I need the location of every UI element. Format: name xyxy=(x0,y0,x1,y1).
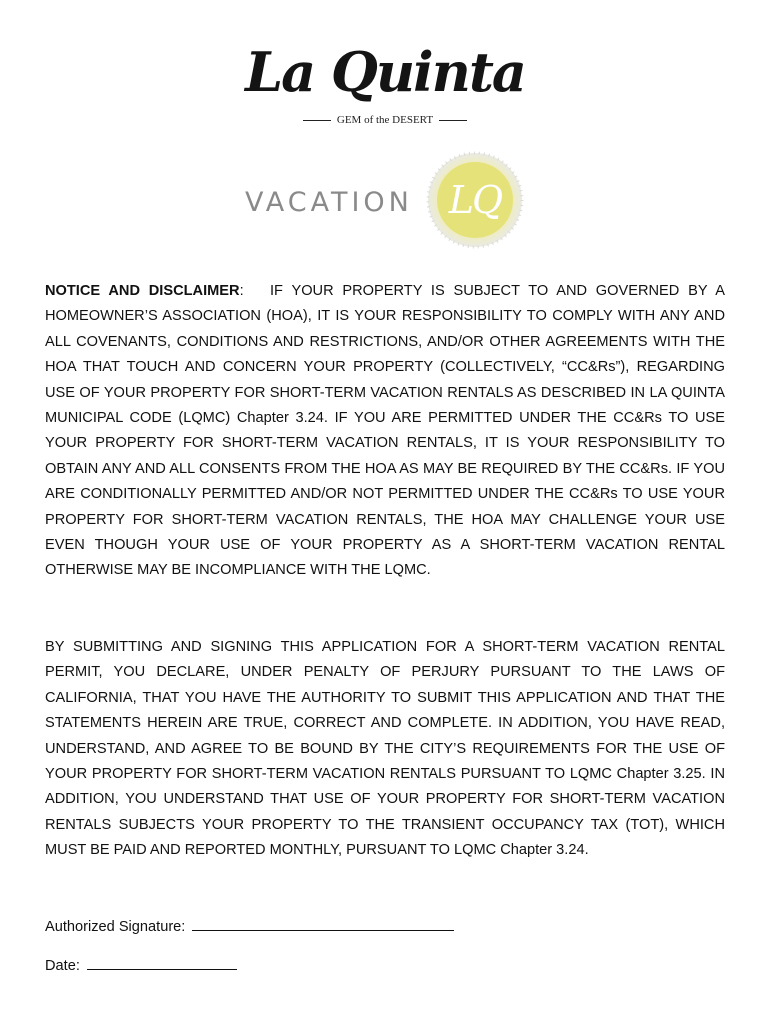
logo-wordmark: La Quinta xyxy=(245,40,525,104)
lq-badge-icon xyxy=(425,150,525,250)
declaration-paragraph xyxy=(45,635,725,864)
logo-tagline xyxy=(300,112,470,128)
vacation-lq-logo xyxy=(245,150,535,260)
date-line xyxy=(45,954,237,978)
signature-field[interactable] xyxy=(192,916,454,931)
notice-body: IF YOUR PROPERTY IS SUBJECT TO AND GOVERNED BY A HOMEOWNER’S ASSOCIATION (HOA), IT IS YOUR RESPONSIBILITY TO COMPLY WITH ANY AND ALL COVENANTS, CONDITIONS AND RESTRICTIONS, AND/OR OTHER AGREEMENTS WITH THE HOA THAT TOUCH AND CONCERN YOUR PROPERTY (COLLECTIVELY, “CC&Rs”), REGARDING USE OF YOUR PROPERTY FOR SHORT-TERM VACATION RENTALS AS DESCRIBED IN LA QUINTA MUNICIPAL CODE (LQMC) Chapter 3.24. IF YOU ARE PERMITTED UNDER THE CC&Rs TO USE YOUR PROPERTY FOR SHORT-TERM VACATION RENTALS, IT IS YOUR RESPONSIBILITY TO OBTAIN ANY AND ALL CONSENTS FROM THE HOA AS MAY BE REQUIRED BY THE CC&Rs. IF YOU ARE CONDITIONALLY PERMITTED AND/OR NOT PERMITTED UNDER THE CC&Rs TO USE YOUR PROPERTY FOR SHORT-TERM VACATION RENTALS, THE HOA MAY CHALLENGE YOUR USE EVEN THOUGH YOUR USE OF YOUR PROPERTY AS A SHORT-TERM VACATION RENTAL OTHERWISE MAY BE INCOMPLIANCE WITH THE LQMC. xyxy=(45,283,726,579)
la-quinta-logo xyxy=(0,40,770,130)
signature-label: Authorized Signature: xyxy=(45,919,186,935)
badge-letters: LQ xyxy=(448,178,502,222)
notice-heading-suffix: : xyxy=(239,283,244,299)
notice-heading: NOTICE AND DISCLAIMER xyxy=(45,283,240,299)
date-field[interactable] xyxy=(87,955,237,970)
vacation-word: VACATION xyxy=(245,187,413,218)
signature-line xyxy=(45,915,454,939)
declaration-body: BY SUBMITTING AND SIGNING THIS APPLICATION FOR A SHORT-TERM VACATION RENTAL PERMIT, YOU DECLARE, UNDER PENALTY OF PERJURY PURSUANT TO THE LAWS OF CALIFORNIA, THAT YOU HAVE THE AUTHORITY TO SUBMIT THIS APPLICATION AND THAT THE STATEMENTS HEREIN ARE TRUE, CORRECT AND COMPLETE. IN ADDITION, YOU HAVE READ, UNDERSTAND, AND AGREE TO BE BOUND BY THE CITY’S REQUIREMENTS FOR THE USE OF YOUR PROPERTY FOR SHORT-TERM VACATION RENTALS PURSUANT TO LQMC Chapter 3.25. IN ADDITION, YOU UNDERSTAND THAT USE OF YOUR PROPERTY FOR SHORT-TERM VACATION RENTALS SUBJECTS YOUR PROPERTY TO THE TRANSIENT OCCUPANCY TAX (TOT), WHICH MUST BE PAID AND REPORTED MONTHLY, PURSUANT TO LQMC Chapter 3.24. xyxy=(45,639,725,859)
date-label: Date: xyxy=(45,958,80,974)
notice-paragraph xyxy=(45,279,725,584)
tagline-text: GEM of the DESERT xyxy=(336,114,434,126)
tagline-rule-left xyxy=(303,120,331,121)
tagline-rule-right xyxy=(439,120,467,121)
